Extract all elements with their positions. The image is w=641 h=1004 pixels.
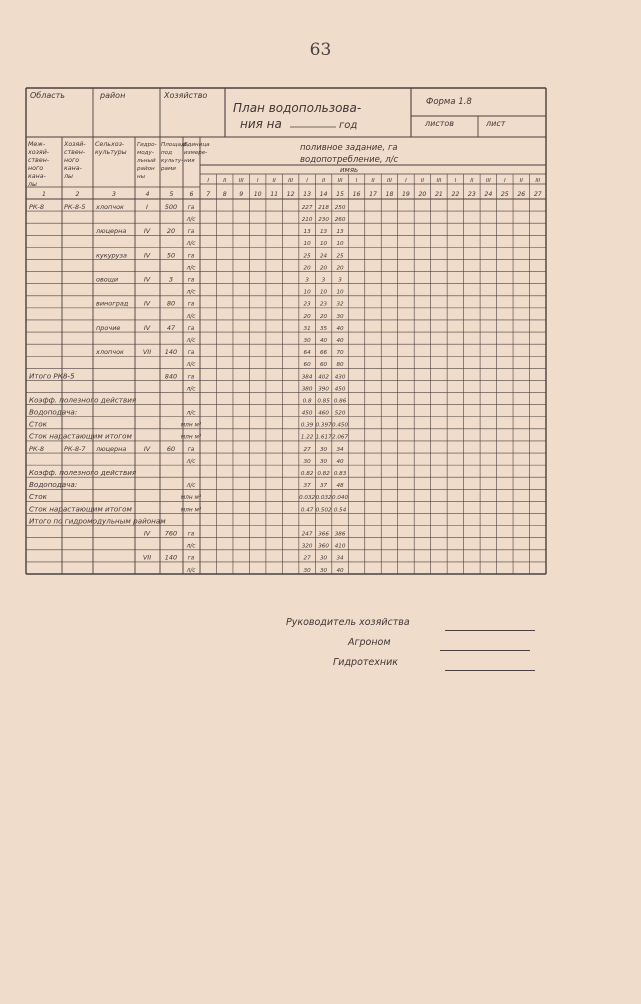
column-number: 9 [239, 191, 244, 198]
decade-value: 27 [303, 555, 311, 562]
column-number: 19 [402, 191, 410, 198]
decade-value: 230 [318, 216, 329, 223]
row-label: Итого РК8-5 [29, 371, 75, 381]
plan-title: План водопользова- [233, 101, 362, 115]
decade-value: 410 [334, 543, 346, 550]
decade-label: I [306, 178, 308, 184]
signature-line-agronomist[interactable] [440, 650, 530, 651]
decade-value: 37 [303, 483, 311, 490]
row-label: Сток нарастающим итогом [29, 504, 132, 514]
signature-line-head[interactable] [445, 630, 535, 631]
row-label: Коэфф. полезного действия [29, 468, 137, 478]
crop-cell: люцерна [96, 444, 127, 453]
col-heading-area: рами [161, 166, 176, 172]
decade-value: 24 [320, 253, 328, 260]
area-cell: 840 [164, 372, 178, 381]
col-heading-farm-canal: ствен- [64, 149, 86, 156]
col-heading-interfarm-canal: Меж- [28, 141, 46, 148]
decade-value: 80 [336, 362, 344, 369]
column-number: 13 [303, 191, 312, 198]
decade-value: 450 [334, 386, 346, 393]
decade-label: III [387, 178, 392, 184]
decade-value: 450 [301, 410, 313, 417]
unit-cell: га [187, 531, 195, 538]
decade-value: 0.86 [333, 398, 347, 405]
decade-value: 0.040 [332, 495, 349, 502]
column-number: 24 [484, 191, 493, 198]
decade-value: 0.83 [333, 471, 347, 478]
column-number: 4 [145, 191, 150, 198]
farm-canal-cell: РК-8-7 [64, 444, 86, 453]
column-number: 10 [253, 191, 262, 198]
decade-value: 384 [301, 374, 313, 381]
decade-value: 25 [303, 253, 311, 260]
decade-value: 40 [320, 337, 328, 344]
decade-value: 32 [336, 301, 344, 308]
decade-label: II [223, 178, 227, 184]
row-label: Сток [29, 419, 47, 429]
unit-cell: л/с [186, 216, 196, 223]
area-cell: 500 [164, 202, 178, 211]
hydromodule-cell: IV [143, 275, 151, 284]
column-number: 21 [434, 191, 443, 198]
decade-value: 20 [336, 265, 344, 272]
column-number: 15 [336, 191, 344, 198]
hydromodule-cell: IV [143, 323, 151, 332]
col-heading-farm-canal: кана- [64, 165, 82, 172]
decade-value: 360 [318, 543, 329, 550]
decade-label: III [535, 178, 541, 184]
hydromodule-cell: IV [143, 444, 151, 453]
decade-value: 402 [318, 374, 329, 381]
decade-value: 10 [303, 289, 311, 296]
crop-cell: хлопчок [96, 202, 124, 211]
decade-value: 210 [301, 216, 313, 223]
decade-value: 23 [320, 301, 328, 308]
region-label: Область [30, 91, 66, 100]
hydromodule-cell: IV [143, 227, 151, 236]
decade-value: 20 [320, 313, 328, 320]
unit-cell: л/с [186, 241, 196, 248]
area-cell: 47 [166, 323, 176, 332]
decade-value: 0.032 [299, 495, 316, 502]
decade-value: 3 [305, 277, 309, 284]
row-label: Итого по гидромодульным районам [29, 516, 166, 526]
decade-label: I [454, 178, 457, 184]
unit-cell: л/с [186, 337, 196, 344]
decade-value: 320 [301, 543, 313, 550]
col-heading-interfarm-canal: ствен- [28, 157, 50, 164]
decade-value: 13 [336, 229, 344, 236]
area-cell: 760 [164, 529, 178, 538]
unit-cell: л/с [186, 543, 196, 550]
decade-value: 60 [303, 362, 311, 369]
column-number: 8 [222, 191, 227, 198]
area-cell: 140 [164, 348, 178, 357]
column-number: 5 [169, 191, 174, 198]
decade-value: 31 [303, 325, 311, 332]
decade-value: 13 [320, 229, 328, 236]
decade-value: 2.067 [332, 434, 349, 441]
unit-cell: л/с [186, 458, 196, 465]
decade-value: 386 [334, 531, 346, 538]
col-heading-unit: ния [184, 158, 195, 164]
decade-value: 0.47 [300, 507, 314, 514]
decade-value: 1.617 [315, 434, 332, 441]
col-heading-unit: Единица [184, 142, 210, 148]
unit-cell: л/с [186, 483, 196, 490]
unit-cell: л/с [186, 265, 196, 272]
col-heading-interfarm-canal: ного [28, 165, 44, 172]
decade-value: 20 [303, 313, 311, 320]
decade-label: II [371, 178, 375, 184]
unit-cell: млн м³ [180, 422, 202, 429]
group-heading: поливное задание, га [300, 143, 398, 153]
decade-value: 3 [321, 277, 326, 284]
decade-value: 0.450 [332, 422, 349, 429]
col-heading-interfarm-canal: лы [28, 181, 37, 188]
column-number: 16 [352, 191, 361, 198]
column-number: 2 [75, 191, 80, 198]
decade-value: 70 [336, 350, 344, 357]
column-number: 18 [385, 191, 394, 198]
decade-value: 10 [303, 241, 311, 248]
unit-cell: млн м³ [180, 507, 202, 514]
crop-cell: кукуруза [96, 251, 127, 260]
decade-value: 460 [318, 410, 329, 417]
decade-label: II [272, 178, 276, 184]
decade-label: III [337, 178, 343, 184]
column-number: 6 [189, 191, 194, 198]
crop-cell: хлопчок [96, 348, 124, 357]
decade-value: 30 [320, 555, 328, 562]
unit-cell: га [187, 446, 195, 453]
hydromodule-cell: VII [142, 348, 152, 357]
unit-cell: га [187, 374, 195, 381]
unit-cell: л/с [186, 313, 196, 320]
decade-value: 227 [301, 204, 313, 211]
row-label: Коэфф. полезного действия [29, 395, 137, 405]
col-heading-unit: измере- [184, 150, 208, 156]
area-cell: 60 [166, 444, 176, 453]
decade-value: 30 [303, 567, 311, 574]
decade-value: 3 [338, 277, 342, 284]
signature-label-agronomist: Агроном [348, 637, 391, 648]
decade-value: 0.54 [333, 507, 347, 514]
decade-value: 10 [320, 289, 328, 296]
page-number: 63 [309, 40, 332, 60]
decade-value: 0.85 [317, 398, 330, 405]
area-cell: 80 [166, 299, 176, 308]
decade-value: 260 [334, 216, 346, 223]
unit-cell: л/с [186, 410, 196, 417]
decade-label: I [207, 178, 210, 184]
col-heading-crops: Сельхоз- [95, 141, 125, 148]
col-heading-farm-canal: ного [64, 157, 80, 164]
decade-value: 10 [320, 241, 328, 248]
decade-value: 390 [318, 386, 329, 393]
crop-cell: виноград [96, 299, 129, 308]
decade-value: 10 [336, 289, 344, 296]
column-number: 14 [319, 191, 328, 198]
col-heading-farm-canal: Хозяй- [64, 141, 86, 148]
sheet-label: лист [486, 119, 506, 128]
decade-value: 0.82 [317, 471, 330, 478]
sheets-label: листов [425, 119, 454, 128]
area-cell: 3 [168, 275, 174, 284]
decade-value: 0.502 [315, 507, 332, 514]
decade-value: 40 [336, 337, 344, 344]
decade-value: 25 [336, 253, 344, 260]
column-number: 17 [369, 191, 377, 198]
decade-value: 48 [336, 483, 344, 490]
decade-value: 0.82 [300, 471, 314, 478]
unit-cell: га [187, 350, 195, 357]
farm-label: Хозяйство [164, 91, 208, 100]
decade-value: 66 [320, 350, 328, 357]
column-number: 22 [451, 191, 460, 198]
decade-label: II [420, 178, 425, 184]
unit-cell: л/с [186, 289, 196, 296]
decade-label: III [485, 178, 491, 184]
decade-value: 37 [320, 483, 328, 490]
decade-value: 27 [303, 446, 311, 453]
decade-value: 0.397 [315, 422, 332, 429]
col-heading-crops: культуры [95, 149, 127, 156]
decade-value: 430 [334, 374, 346, 381]
unit-cell: га [187, 204, 195, 211]
unit-cell: га [187, 253, 195, 260]
decade-value: 40 [336, 458, 344, 465]
plan-title-year: год [339, 120, 358, 131]
decade-value: 20 [320, 265, 328, 272]
decade-value: 0.39 [300, 422, 314, 429]
col-heading-hydromodule: район [137, 166, 155, 172]
area-cell: 140 [164, 553, 178, 562]
decade-label: II [321, 178, 326, 184]
unit-cell: млн м³ [180, 495, 202, 502]
decade-value: 30 [336, 313, 344, 320]
row-label: Сток нарастающим итогом [29, 431, 132, 441]
crop-cell: прочие [96, 323, 121, 332]
column-number: 20 [418, 191, 427, 198]
decade-label: II [519, 178, 523, 184]
column-number: 11 [270, 191, 279, 198]
decade-value: 34 [336, 555, 344, 562]
col-heading-hydromodule: ны [137, 174, 146, 180]
unit-cell: га [187, 325, 195, 332]
decade-value: 64 [303, 350, 311, 357]
decade-value: 40 [336, 325, 344, 332]
signature-label-hydrotech: Гидротехник [333, 657, 399, 668]
decade-value: 1.22 [300, 434, 314, 441]
decade-value: 20 [303, 265, 311, 272]
column-number: 3 [112, 191, 116, 198]
col-heading-interfarm-canal: кана- [28, 173, 46, 180]
unit-cell: л/с [186, 386, 196, 393]
interfarm-canal-cell: РК-8 [29, 202, 45, 211]
decade-value: 34 [336, 446, 344, 453]
column-number: 23 [467, 191, 476, 198]
decade-value: 520 [334, 410, 346, 417]
crop-cell: овощи [96, 275, 119, 284]
decade-value: 13 [303, 229, 311, 236]
decade-value: 10 [336, 241, 344, 248]
unit-cell: л/с [186, 362, 196, 369]
column-number: 27 [533, 191, 542, 198]
col-heading-hydromodule: Гидро- [137, 142, 157, 148]
decade-value: 0.8 [302, 398, 312, 405]
signature-line-hydrotech[interactable] [445, 670, 535, 671]
decade-value: 30 [303, 337, 311, 344]
column-number: 26 [517, 191, 526, 198]
column-number: 1 [42, 191, 46, 198]
decade-value: 247 [301, 531, 313, 538]
decade-label: III [238, 178, 244, 184]
area-cell: 50 [166, 251, 176, 260]
col-heading-area: культу- [161, 158, 184, 164]
farm-canal-cell: РК-8-5 [64, 202, 86, 211]
decade-value: 40 [336, 567, 344, 574]
decade-label: I [256, 178, 259, 184]
hydromodule-cell: I [146, 202, 148, 211]
row-label: Водоподача: [29, 480, 78, 490]
interfarm-canal-cell: РК-8 [29, 444, 45, 453]
decade-value: 380 [301, 386, 313, 393]
signature-label-head: Руководитель хозяйства [286, 617, 410, 628]
column-number: 7 [206, 191, 211, 198]
col-heading-area: Площадь [161, 142, 189, 148]
decade-value: 23 [303, 301, 311, 308]
decade-value: 0.032 [315, 495, 332, 502]
unit-cell: га [187, 277, 195, 284]
col-heading-area: под [161, 150, 172, 156]
decade-value: 30 [320, 458, 328, 465]
area-cell: 20 [166, 227, 176, 236]
hydromodule-cell: IV [143, 299, 151, 308]
decade-value: 366 [318, 531, 329, 538]
col-heading-hydromodule: льный [137, 158, 156, 164]
months-heading: имяь [340, 166, 359, 174]
unit-cell: га [187, 229, 195, 236]
plan-title-line2: ния на [240, 117, 282, 131]
decade-label: I [355, 178, 358, 184]
col-heading-farm-canal: лы [64, 173, 73, 180]
col-heading-hydromodule: моду- [137, 150, 154, 156]
col-heading-interfarm-canal: хозяй- [28, 149, 50, 156]
unit-cell: л/с [186, 567, 196, 574]
unit-cell: га [187, 301, 195, 308]
decade-label: I [503, 178, 506, 184]
decade-value: 30 [303, 458, 311, 465]
unit-cell: млн м³ [180, 434, 202, 441]
district-label: район [100, 91, 126, 100]
decade-label: III [288, 178, 294, 184]
decade-value: 218 [318, 204, 329, 211]
decade-value: 250 [334, 204, 346, 211]
decade-value: 60 [320, 362, 328, 369]
decade-value: 35 [320, 325, 328, 332]
hydromodule-cell: IV [143, 529, 151, 538]
column-number: 12 [286, 191, 295, 198]
decade-value: 30 [320, 446, 328, 453]
decade-label: II [470, 178, 474, 184]
hydromodule-cell: IV [143, 251, 151, 260]
group-heading-2: водопотребление, л/с [300, 155, 399, 165]
decade-label: III [436, 178, 442, 184]
crop-cell: люцерна [96, 227, 127, 236]
unit-cell: га [187, 555, 195, 562]
decade-label: I [405, 178, 407, 184]
row-label: Сток [29, 492, 47, 502]
decade-value: 30 [320, 567, 328, 574]
hydromodule-cell: VII [142, 553, 152, 562]
form-number: Форма 1.8 [426, 97, 472, 107]
row-label: Водоподача: [29, 407, 78, 417]
column-number: 25 [500, 191, 509, 198]
